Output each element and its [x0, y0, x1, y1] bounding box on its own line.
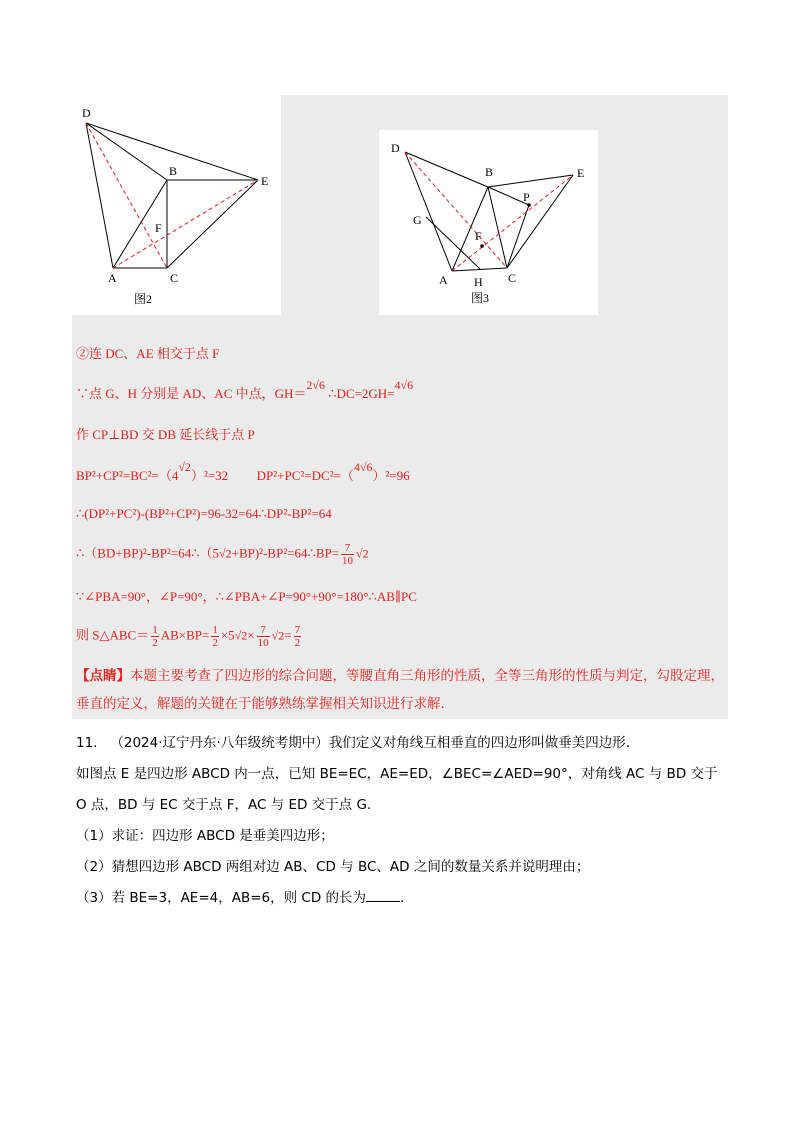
fraction-7-10b: $\frac{7}{10}$: [257, 624, 269, 649]
root-2e: √2: [271, 628, 285, 643]
question-paragraph-2: O 点，BD 与 EC 交于点 F，AC 与 ED 交于点 G.: [76, 797, 372, 813]
fraction-7-2: $\frac{7}{2}$: [294, 624, 301, 649]
comment-text: 本题主要考查了四边形的综合问题，等腰直角三角形的性质，全等三角形的性质与判定，勾股定理，垂直的定义，解题的关键在于能够熟练掌握相关知识进行求解.: [76, 668, 724, 712]
dc-value-2: 4√6: [353, 460, 373, 474]
solution-line-8-text-e: =: [284, 627, 292, 643]
fig2-label-F: F: [155, 221, 162, 235]
solution-line-8: [76, 624, 303, 649]
fig3-label-E: E: [577, 166, 585, 180]
fig3-label-B: B: [485, 165, 494, 179]
fig2-label-C: C: [170, 271, 179, 285]
solution-line-4-text-a: BP²+CP²=BC²=（4: [76, 468, 179, 483]
fig2-caption: 图2: [134, 292, 153, 306]
figure-2: [72, 95, 281, 315]
solution-line-8-text-b: AB×BP=: [160, 627, 210, 643]
solution-line-6-text-a: ∴（BD+BP)²-BP²=64∴（5: [76, 545, 220, 561]
gh-value: 2√6: [306, 378, 325, 392]
fraction-7-10: $\frac{7}{10}$: [342, 542, 354, 567]
solution-line-3: 作 CP⊥BD 交 DB 延长线于点 P: [76, 427, 255, 442]
sub-question-3-end: .: [400, 890, 405, 906]
root-2d: √2: [234, 628, 248, 643]
solution-line-4-text-c: DP²+PC²=DC²=（: [256, 468, 354, 483]
comment-block: [76, 662, 726, 718]
question-source: （2024·辽宁丹东·八年级统考期中）我们定义对角线互相垂直的四边形叫做垂美四边形.: [110, 735, 631, 751]
fig3-label-P: P: [523, 190, 530, 204]
fig2-label-A: A: [108, 271, 117, 285]
fig3-label-C: C: [508, 271, 517, 285]
sub-question-1: （1）求证：四边形 ABCD 是垂美四边形；: [76, 828, 334, 844]
solution-line-2-text: ∵点 G、H 分别是 AD、AC 中点，GH＝: [76, 386, 307, 401]
fig3-label-G: G: [413, 213, 422, 227]
fig3-label-D: D: [391, 141, 400, 155]
solution-line-2: [76, 378, 414, 402]
figure-3-diagram: [379, 130, 598, 315]
answer-blank[interactable]: [366, 887, 400, 902]
fig3-label-H: H: [474, 275, 483, 289]
solution-line-7: ∵∠PBA=90°，∠P=90°，∴∠PBA+∠P=90°+90°=180°∴AB∥PC: [76, 589, 417, 604]
sub-question-2: （2）猜想四边形 ABCD 两组对边 AB、CD 与 BC、AD 之间的数量关系并说明理由；: [76, 859, 590, 875]
solution-line-4: [76, 460, 410, 484]
fig3-label-F: F: [475, 229, 482, 243]
comment-tag: 【点睛】: [76, 668, 130, 684]
fig2-label-E: E: [261, 174, 269, 188]
solution-line-6: [76, 542, 369, 567]
solution-line-5: ∴(DP²+PC²)-(BP²+CP²)=96-32=64∴DP²-BP²=64: [76, 506, 332, 521]
sub-question-3-text: （3）若 BE=3，AE=4，AB=6，则 CD 的长为: [76, 890, 367, 906]
solution-line-1: ②连 DC、AE 相交于点 F: [76, 346, 220, 361]
figure-2-diagram: [72, 95, 281, 315]
solution-line-2-text-b: ∴DC=2GH=: [328, 386, 395, 401]
fig3-caption: 图3: [471, 291, 490, 305]
fraction-1-2b: $\frac{1}{2}$: [212, 624, 218, 649]
question-paragraph-1: 如图点 E 是四边形 ABCD 内一点，已知 BE=EC，AE=ED，∠BEC=∠AED=90°，对角线 AC 与 BD 交于: [76, 766, 718, 782]
question-header: [76, 731, 630, 751]
root-2b: √2: [219, 546, 232, 561]
root-2: √2: [178, 460, 191, 474]
dc-value: 4√6: [394, 378, 414, 392]
solution-line-4-text-b: ）²=32: [190, 468, 229, 483]
root-2c: √2: [356, 546, 369, 561]
question-number: 11.: [76, 735, 98, 751]
fig2-label-B: B: [169, 164, 178, 178]
solution-line-8-text-d: ×: [247, 627, 255, 643]
figure-3: [379, 130, 598, 315]
fraction-1-2: $\frac{1}{2}$: [152, 624, 158, 649]
solution-line-6-text-b: +BP)²-BP²=64∴BP=: [231, 545, 340, 561]
solution-line-8-text-c: ×5: [220, 627, 235, 643]
sub-question-3: [76, 886, 404, 906]
fig3-label-A: A: [439, 273, 448, 287]
solution-line-4-text-d: ）²=96: [372, 468, 410, 483]
solution-line-8-text-a: 则 S△ABC＝: [76, 627, 150, 643]
fig2-label-D: D: [82, 106, 91, 120]
